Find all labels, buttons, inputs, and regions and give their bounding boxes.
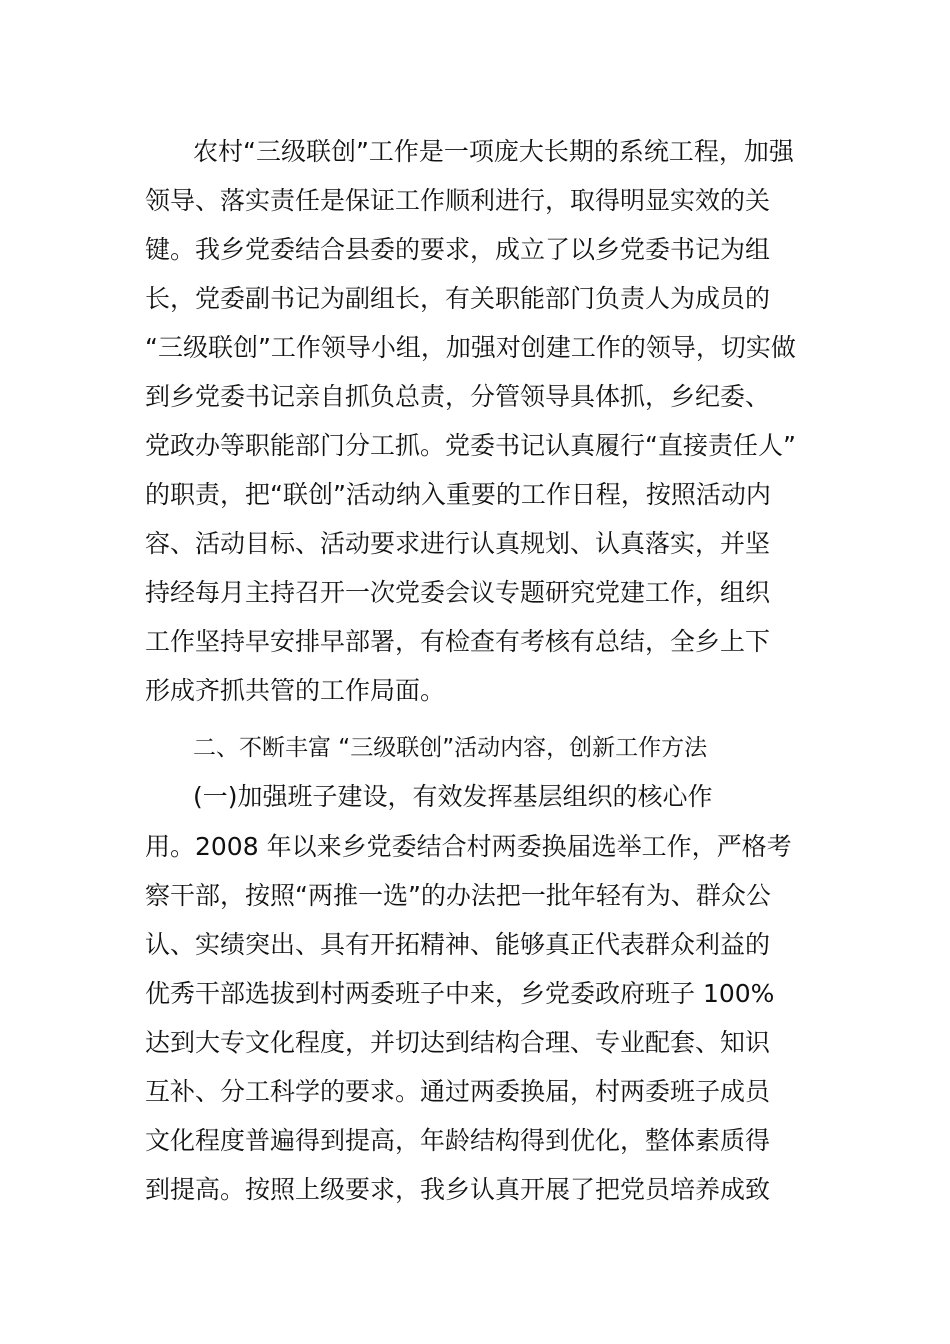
- paragraph-1-line-1: 农村“三级联创”工作是一项庞大长期的系统工程，加强: [193, 137, 794, 166]
- paragraph-1-line-8: 的职责，把“联创”活动纳入重要的工作日程，按照活动内: [145, 480, 771, 509]
- section-heading: 二、不断丰富 “三级联创”活动内容，创新工作方法: [193, 735, 708, 761]
- paragraph-2-line-8: 文化程度普遍得到提高，年龄结构得到优化，整体素质得: [145, 1126, 771, 1155]
- paragraph-2-line-4: 认、实绩突出、具有开拓精神、能够真正代表群众利益的: [145, 930, 771, 959]
- paragraph-2-line-2: 用。2008 年以来乡党委结合村两委换届选举工作，严格考: [145, 832, 792, 861]
- paragraph-2-line-9: 到提高。按照上级要求，我乡认真开展了把党员培养成致: [145, 1175, 771, 1204]
- paragraph-1-line-10: 持经每月主持召开一次党委会议专题研究党建工作，组织: [145, 578, 771, 607]
- paragraph-2-line-7: 互补、分工科学的要求。通过两委换届，村两委班子成员: [145, 1077, 771, 1106]
- paragraph-1-line-6: 到乡党委书记亲自抓负总责，分管领导具体抓，乡纪委、: [145, 382, 771, 411]
- paragraph-2-line-3: 察干部，按照“两推一选”的办法把一批年轻有为、群众公: [145, 881, 771, 910]
- paragraph-1-line-12: 形成齐抓共管的工作局面。: [145, 676, 446, 705]
- paragraph-1-line-4: 长，党委副书记为副组长，有关职能部门负责人为成员的: [145, 284, 771, 313]
- paragraph-2-line-6: 达到大专文化程度，并切达到结构合理、专业配套、知识: [145, 1028, 771, 1057]
- paragraph-2-line-5: 优秀干部选拔到村两委班子中来，乡党委政府班子 100%: [145, 979, 775, 1008]
- paragraph-2-line-1: (一)加强班子建设，有效发挥基层组织的核心作: [193, 782, 713, 811]
- paragraph-1-line-5: “三级联创”工作领导小组，加强对创建工作的领导，切实做: [145, 333, 796, 362]
- paragraph-1-line-7: 党政办等职能部门分工抓。党委书记认真履行“直接责任人”: [145, 431, 796, 460]
- paragraph-1-line-3: 键。我乡党委结合县委的要求，成立了以乡党委书记为组: [145, 235, 771, 264]
- paragraph-1-line-11: 工作坚持早安排早部署，有检查有考核有总结，全乡上下: [145, 627, 771, 656]
- paragraph-1-line-2: 领导、落实责任是保证工作顺利进行，取得明显实效的关: [145, 186, 771, 215]
- paragraph-1-line-9: 容、活动目标、活动要求进行认真规划、认真落实，并坚: [145, 529, 771, 558]
